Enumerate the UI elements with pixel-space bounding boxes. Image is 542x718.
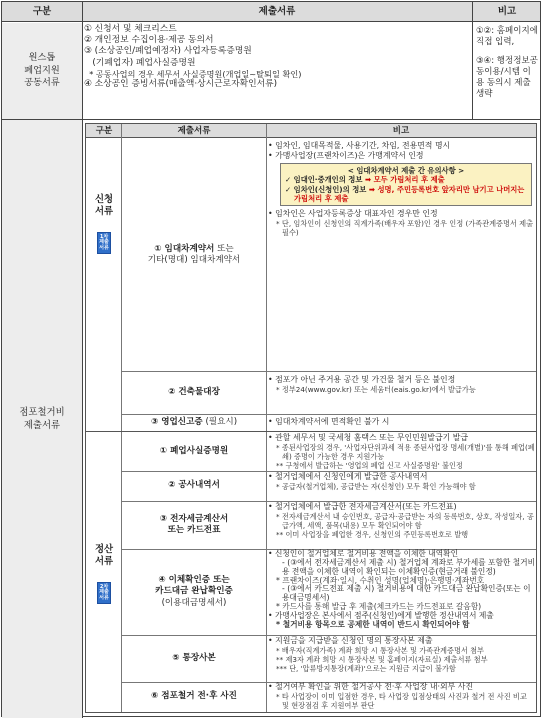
doc-optional: (필요시): [202, 417, 238, 428]
remark-line: • 가맹사업장(프랜차이즈)은 가맹계약서 인정: [268, 150, 424, 160]
doc-title-rest: 또는 기타(명대) 임대차계약서: [147, 243, 241, 265]
doc-title: ③ 영업신고증: [150, 417, 203, 428]
caution-box: [280, 163, 532, 206]
common-docs-list: [84, 24, 470, 90]
doc-title: ④ 이체확인증 또는 카드대금 완납확인증: [155, 575, 233, 597]
remark-subline: * 공급자(철거업체), 공급받는 자(신청인) 모두 확인 가능해야 함: [276, 481, 476, 491]
business-report-doc: [123, 415, 265, 431]
building-register-doc: ② 건축물대장: [168, 387, 220, 398]
remark-line: • 가맹사업장은 본사에서 점주(신청인)에게 발행한 정산내역서 제출: [268, 610, 494, 620]
header-documents: 제출서류: [258, 6, 296, 17]
caution-item: ✓ 임대인·중개인의 정보: [285, 175, 365, 185]
remark-subline: * 종된사업장의 경우, '사업자단위과세 적용 종된사업장 명세(개별)'를 통해 폐업(폐쇄) 증명이 가능한 경우 지원가능: [276, 442, 535, 462]
bankbook-copy-remarks: [268, 636, 536, 673]
submission-docs-table: [1, 1, 541, 717]
store-photos-remarks: [268, 682, 536, 710]
business-report-remarks: [268, 417, 536, 427]
remark-line: • 철거업체에서 신청인에게 발급한 공사내역서: [268, 472, 428, 481]
second-submission-badge: 2차 제출 서류: [97, 582, 111, 604]
list-item: ③ (소상공인/폐업예정자) 사업자등록증명원: [84, 46, 252, 57]
remark-subline: * 단, 임차인이 신청인의 직계가족(배우자 포함)인 경우 인정 (가족관계증명서 제출 필수): [276, 219, 534, 238]
remark-subline: * 배우자(직계가족) 계좌 희망 시 통장사본 및 가족관계증명서 첨부: [276, 645, 485, 655]
demolition-docs-table: [85, 123, 537, 713]
inner-header-category: 구분: [95, 126, 113, 136]
remark-subline: *** 단, '압류방지통장(계좌)'으로는 지원금 지급이 불가함: [276, 664, 456, 674]
remark-text: ③④: 행정정보공동이용/시템 이용 동의시 제출 생략: [476, 56, 538, 100]
lease-contract-doc: [123, 139, 265, 371]
tax-invoice-doc: ③ 전자세금계산서 또는 카드전표: [159, 513, 229, 535]
lease-contract-remarks: [268, 141, 536, 237]
remark-line: • 철거업체에서 발급한 전자세금계산서(또는 카드전표): [268, 502, 457, 511]
store-photos-doc: ⑥ 점포철거 전·후 사진: [151, 691, 237, 702]
remark-line: • 임차인, 임대목적물, 사용기간, 차임, 전용면적 명시: [268, 141, 451, 150]
building-register-remarks: [268, 375, 536, 394]
remark-subline: * 철거비용 항목으로 공제한 내역이 반드시 확인되어야 함: [276, 619, 470, 629]
list-item: * 공동사업의 경우 세무서 사실증명원(개업일~탈퇴일 확인): [84, 68, 302, 79]
settle-docs-label: 정산 서류: [94, 544, 114, 567]
caution-item-action: ➡ 성명, 주민등록번호 앞자리만 남기고 나머지는 가림처리 후 제출: [294, 184, 525, 203]
remark-line: • 철거여부 확인을 위한 철거공사 전·후 사업장 내·외부 사진: [268, 682, 474, 691]
remark-subline: - (③에서 전자세금계산서 제출 시) 철거업체 계좌로 부가세를 포함한 철거비용 전액을 이체한 내역이 확인되는 이체확인증(현금거래 불인정): [282, 557, 536, 576]
list-item: ② 개인정보 수집이용·제공 동의서: [84, 35, 214, 46]
remark-text: ①②: 홈페이지에 직접 입력,: [476, 26, 538, 48]
caution-item-action: ➡ 모두 가림처리 후 제출: [364, 175, 445, 185]
transfer-confirmation-doc: [123, 549, 265, 635]
remark-subline: ** 제3자 계좌 희망 시 통장사본 및 홈페이지(자료실) 제출서류 첨부: [276, 655, 488, 665]
section-demolition-label: 점포철거비 제출서류: [2, 120, 82, 718]
tax-invoice-remarks: [268, 502, 536, 539]
remark-line: • 임대차계약서에 면적확인 불가 시: [268, 417, 390, 426]
remark-subline: ** 이미 사업장을 폐업한 경우, 신청인의 주민등록번호로 발행: [276, 530, 469, 540]
remark-line: • 지원금을 지급받을 신청인 명의 통장사본 제출: [268, 636, 433, 645]
list-item: ④ 소상공인 증빙서류(매출액·상시근로자확인서류): [84, 79, 278, 90]
common-docs-remark: [476, 26, 538, 100]
remark-subline: - (③에서 카드전표 제출 시) 철거비용에 대한 카드대금 완납확인증(또는 이용대금명세서): [282, 584, 531, 603]
inner-header-documents: 제출서류: [177, 126, 211, 136]
construction-details-remarks: [268, 472, 536, 491]
doc-title: ① 임대차계약서: [154, 243, 215, 254]
inner-header: [86, 124, 536, 138]
remark-subline: * 전자세금계산서 내 승인번호, 공급자·공급받는 자의 등록번호, 상호, 작성일자, 공급가액, 세액, 품목(내용) 모두 확인되어야 함: [276, 511, 534, 531]
remark-subline: * 프랜차이즈(계좌·일시, 수취인 성명(업체명)·은행명·계좌번호: [276, 575, 485, 585]
remark-line: • 관할 세무서 및 국세청 홈택스 또는 무인민원발급기 발급: [268, 433, 469, 442]
remark-line: • 신청인이 철거업체로 철거비용 전액을 이체한 내역확인: [268, 549, 458, 558]
inner-header-remarks: 비고: [392, 126, 410, 136]
remark-line: • 점포가 아닌 주거용 공간 및 가건물 철거 등은 불인정: [268, 375, 456, 384]
remark-subline: * 타 사업장이 이미 입점한 경우, 타 사업장 입점상태의 사진과 철거 전 사진 비교 및 현장점검 후 지원여부 판단: [276, 691, 527, 711]
transfer-confirmation-remarks: [268, 550, 536, 630]
list-item: (기폐업자) 폐업사실증명원: [84, 57, 196, 68]
apply-docs-label: 신청 서류: [94, 194, 114, 217]
section-common-label: 원스톱 폐업지원 공동서류: [2, 23, 82, 119]
remark-subline: ** 구청에서 발급하는 '영업의 폐업 신고 사실증명원' 불인정: [276, 461, 463, 471]
closure-certificate-remarks: [268, 433, 536, 470]
doc-optional: (이용대금명세서): [161, 597, 227, 608]
remark-subline: * 카드사를 통해 발급 후 제출(체크카드는 카드전표로 갈음함): [276, 602, 482, 612]
first-submission-badge: 1차 제출 서류: [97, 232, 111, 254]
remark-subline: * 정부24(www.gov.kr) 또는 세움터(eais.go.kr)에서 발급가능: [276, 384, 476, 394]
remark-line: • 임차인은 사업자등록증상 대표자인 경우만 인정: [268, 209, 438, 219]
closure-certificate-doc: ① 폐업사실증명원: [159, 445, 229, 456]
construction-details-doc: ② 공사내역서: [168, 480, 220, 491]
bankbook-copy-doc: ⑤ 통장사본: [172, 652, 216, 663]
list-item: ① 신청서 및 체크리스트: [84, 24, 177, 34]
caution-title: < 임대차계약서 제출 간 유의사항 >: [347, 165, 465, 175]
header-category: 구분: [32, 6, 52, 17]
caution-item: ✓ 임차인(신청인)의 정보: [285, 184, 369, 194]
header-remarks: 비고: [497, 6, 517, 17]
